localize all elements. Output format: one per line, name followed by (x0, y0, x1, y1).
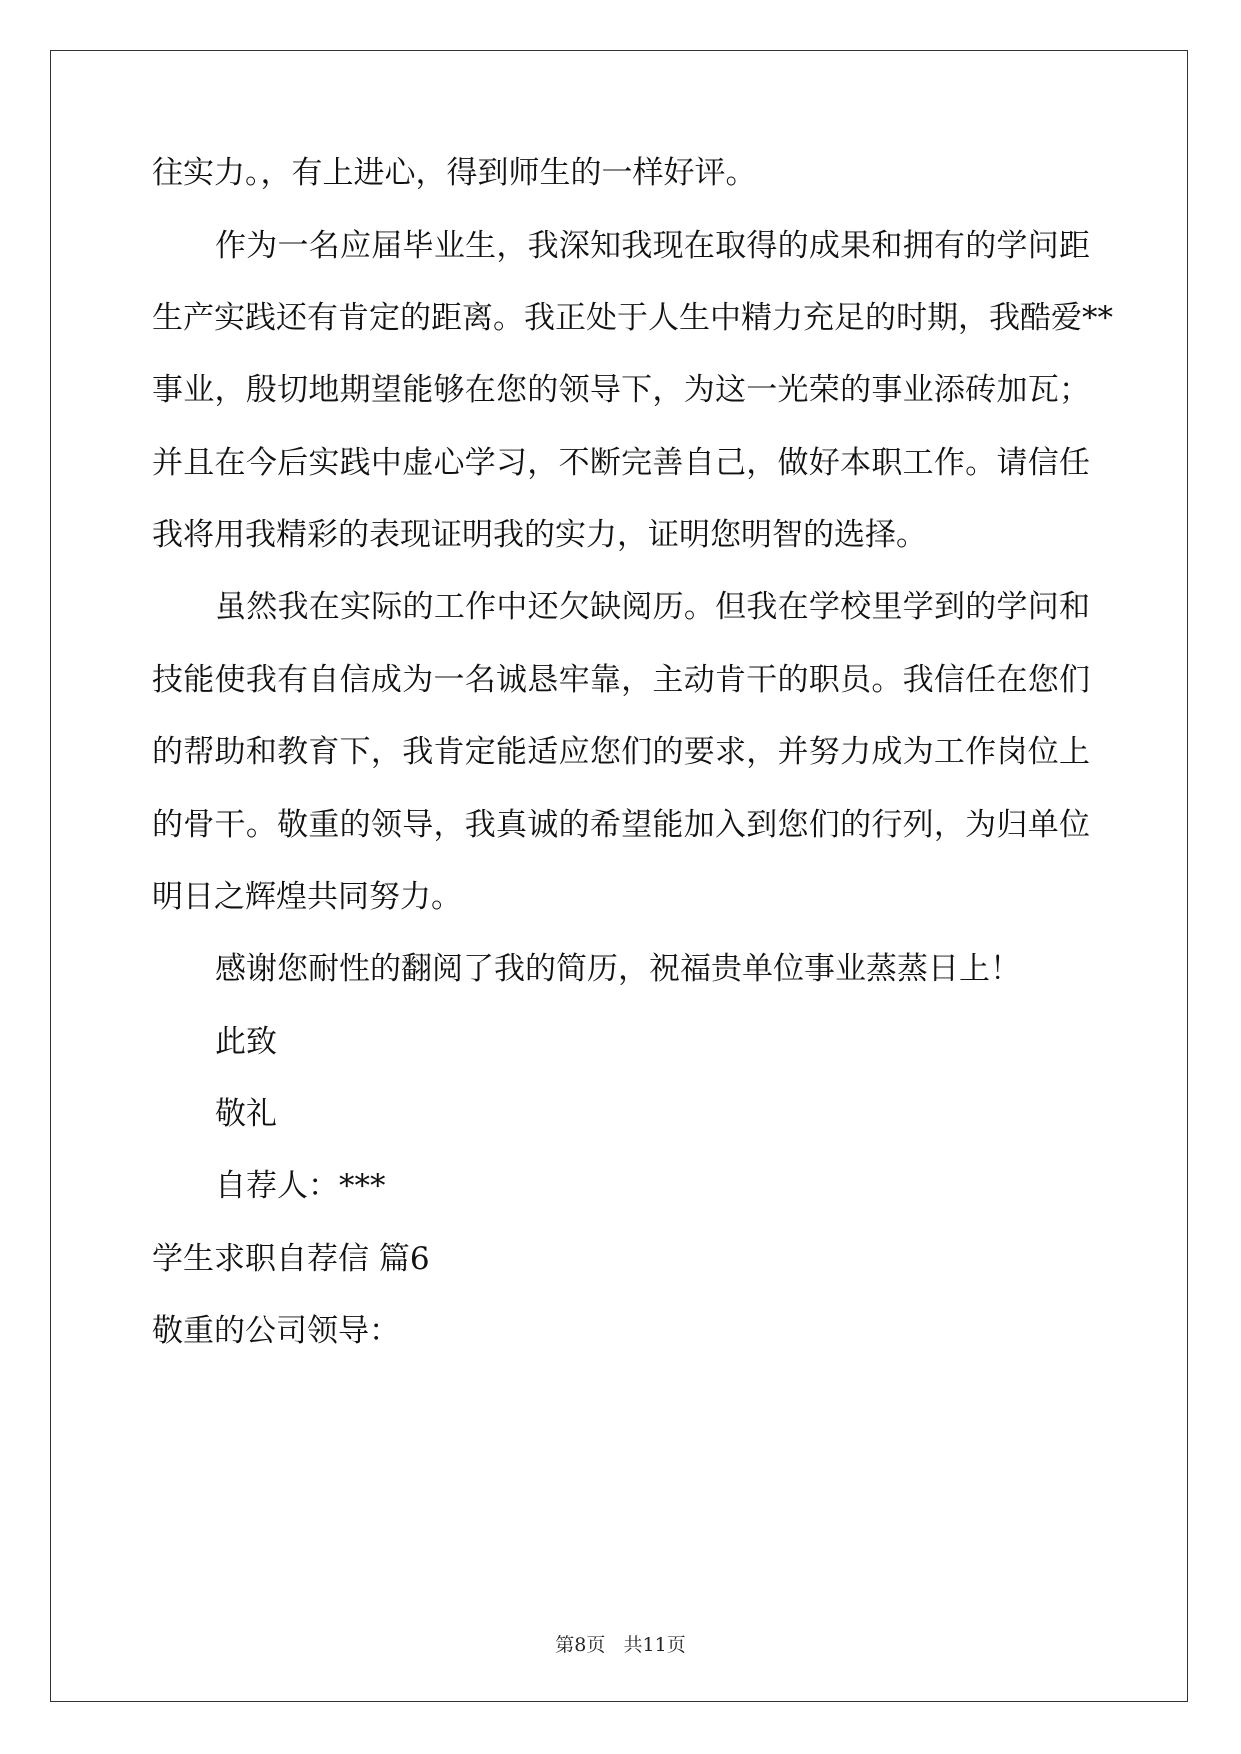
body-text-line: 的骨干。敬重的领导，我真诚的希望能加入到您们的行列，为归单位 (152, 807, 1090, 843)
body-text-line: 的帮助和教育下，我肯定能适应您们的要求，并努力成为工作岗位上 (152, 734, 1090, 770)
body-text-line: 技能使我有自信成为一名诚恳牢靠，主动肯干的职员。我信任在您们 (152, 662, 1090, 698)
page-footer (0, 1633, 1241, 1657)
body-text-line: 事业，殷切地期望能够在您的领导下，为这一光荣的事业添砖加瓦； (152, 372, 1090, 408)
letter-greeting: 敬重的公司领导： (152, 1313, 400, 1349)
body-text-line: 往实力。，有上进心，得到师生的一样好评。 (152, 155, 757, 191)
section-heading: 学生求职自荐信 篇6 (152, 1241, 430, 1277)
paragraph-first-line: 作为一名应届毕业生，我深知我现在取得的成果和拥有的学问距 (215, 228, 1090, 264)
signature-line: 自荐人：*** (215, 1168, 386, 1204)
salutation-cizhi: 此致 (215, 1024, 277, 1060)
body-text-line: 并且在今后实践中虚心学习，不断完善自己，做好本职工作。请信任 (152, 445, 1090, 481)
page-number: 第8页 (555, 1634, 606, 1656)
body-text-line: 生产实践还有肯定的距离。我正处于人生中精力充足的时期，我酷爱** (152, 300, 1113, 336)
salutation-jingli: 敬礼 (215, 1096, 277, 1132)
body-text-line: 明日之辉煌共同努力。 (152, 879, 462, 915)
paragraph-first-line: 虽然我在实际的工作中还欠缺阅历。但我在学校里学到的学问和 (215, 589, 1090, 625)
body-text-line: 我将用我精彩的表现证明我的实力，证明您明智的选择。 (152, 517, 927, 553)
page-total: 共11页 (623, 1634, 686, 1656)
closing-wish: 感谢您耐性的翻阅了我的简历，祝福贵单位事业蒸蒸日上！ (215, 951, 1021, 987)
